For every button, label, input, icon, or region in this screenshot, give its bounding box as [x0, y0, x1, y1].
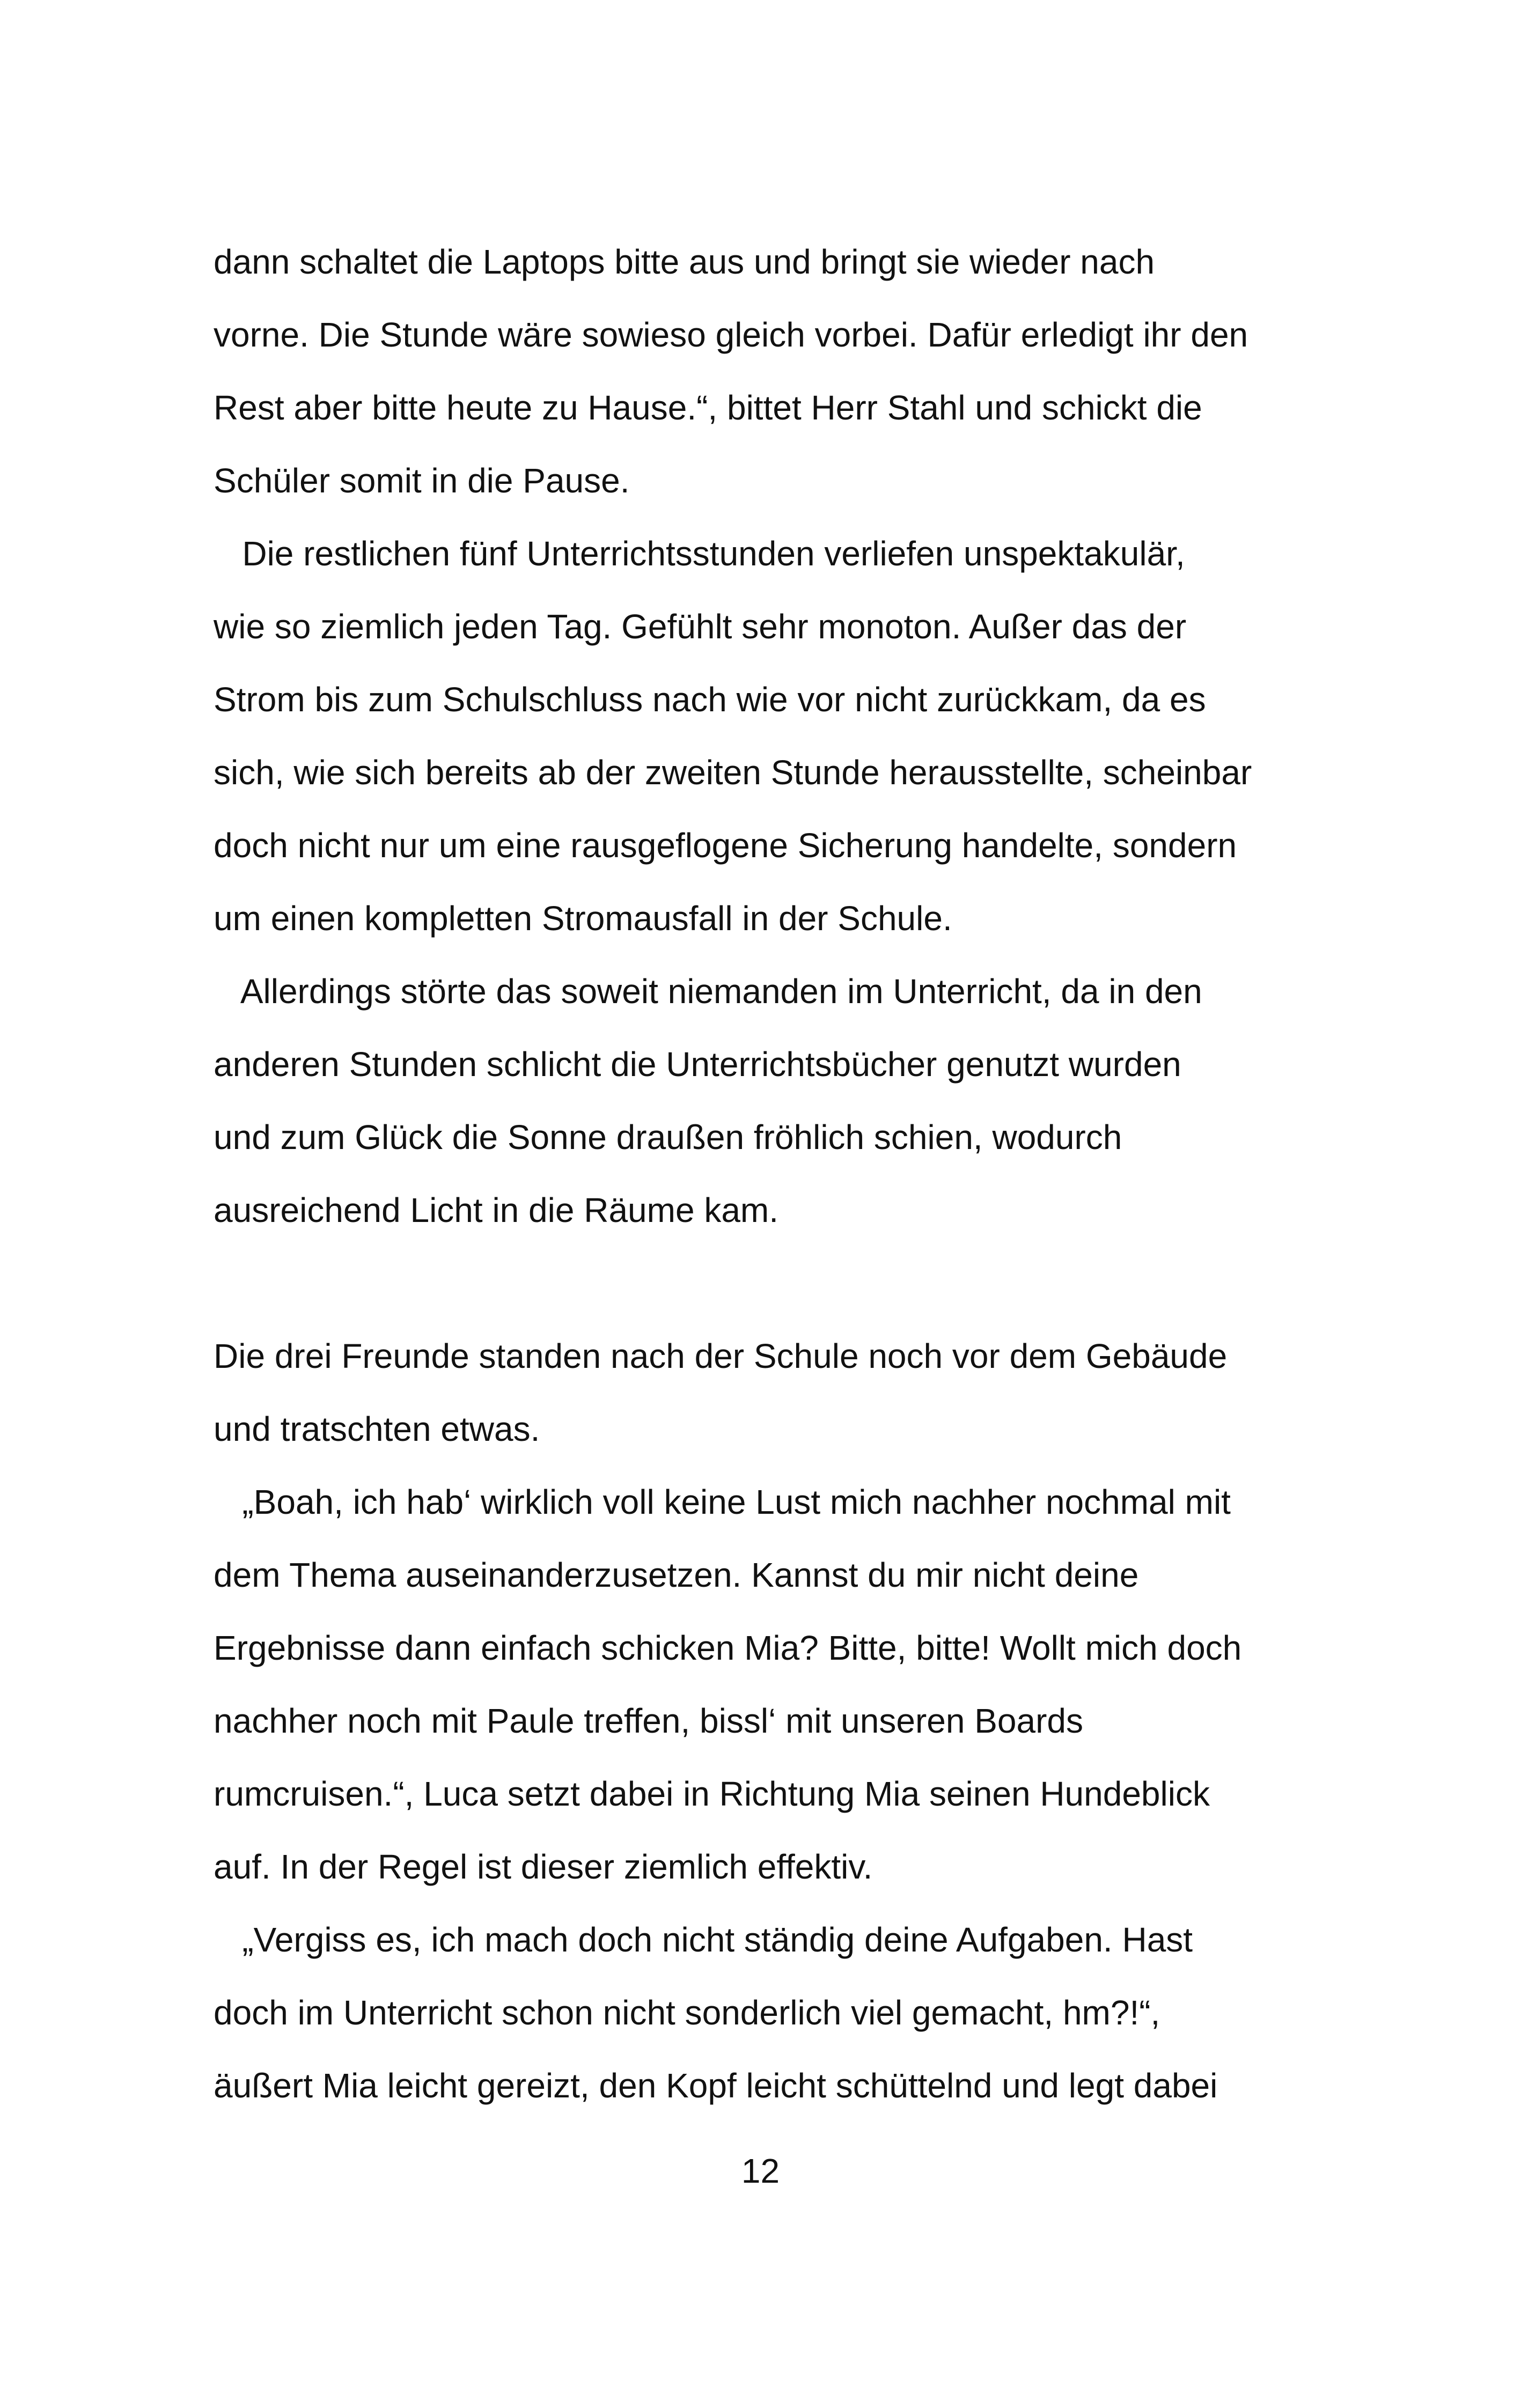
text-line: rumcruisen.“, Luca setzt dabei in Richtung Mia seinen Hundeblick	[214, 1774, 1210, 1813]
text-line: „Vergiss es, ich mach doch nicht ständig deine Aufgaben. Hast	[214, 1920, 1193, 1959]
text-line: nachher noch mit Paule treffen, bissl‘ mit unseren Boards	[214, 1702, 1083, 1740]
text-line: dem Thema auseinanderzusetzen. Kannst du mir nicht deine	[214, 1556, 1139, 1594]
text-line: doch nicht nur um eine rausgeflogene Sicherung handelte, sondern	[214, 826, 1237, 865]
text-line: Schüler somit in die Pause.	[214, 461, 630, 500]
text-line: und zum Glück die Sonne draußen fröhlich schien, wodurch	[214, 1118, 1122, 1157]
text-line: Ergebnisse dann einfach schicken Mia? Bitte, bitte! Wollt mich doch	[214, 1629, 1242, 1667]
text-line: Strom bis zum Schulschluss nach wie vor nicht zurückkam, da es	[214, 680, 1206, 719]
text-line: ausreichend Licht in die Räume kam.	[214, 1191, 778, 1229]
text-line: anderen Stunden schlicht die Unterrichtsbücher genutzt wurden	[214, 1045, 1181, 1084]
text-line: doch im Unterricht schon nicht sonderlich viel gemacht, hm?!“,	[214, 1993, 1160, 2032]
text-line: Die restlichen fünf Unterrichtsstunden verliefen unspektakulär,	[214, 534, 1185, 573]
text-line: auf. In der Regel ist dieser ziemlich effektiv.	[214, 1847, 873, 1886]
text-line: um einen kompletten Stromausfall in der Schule.	[214, 899, 952, 938]
text-line: wie so ziemlich jeden Tag. Gefühlt sehr monoton. Außer das der	[214, 607, 1187, 646]
page-number: 12	[741, 2152, 780, 2190]
text-line: dann schaltet die Laptops bitte aus und bringt sie wieder nach	[214, 242, 1155, 281]
text-line: und tratschten etwas.	[214, 1410, 540, 1448]
text-line: äußert Mia leicht gereizt, den Kopf leicht schüttelnd und legt dabei	[214, 2066, 1218, 2105]
text-line: Rest aber bitte heute zu Hause.“, bittet Herr Stahl und schickt die	[214, 388, 1202, 427]
text-line: „Boah, ich hab‘ wirklich voll keine Lust mich nachher nochmal mit	[214, 1483, 1231, 1521]
text-line: Die drei Freunde standen nach der Schule noch vor dem Gebäude	[214, 1337, 1228, 1375]
text-line: sich, wie sich bereits ab der zweiten Stunde herausstellte, scheinbar	[214, 753, 1252, 792]
text-line: vorne. Die Stunde wäre sowieso gleich vorbei. Dafür erledigt ihr den	[214, 315, 1248, 354]
text-line: Allerdings störte das soweit niemanden im Unterricht, da in den	[214, 972, 1202, 1011]
